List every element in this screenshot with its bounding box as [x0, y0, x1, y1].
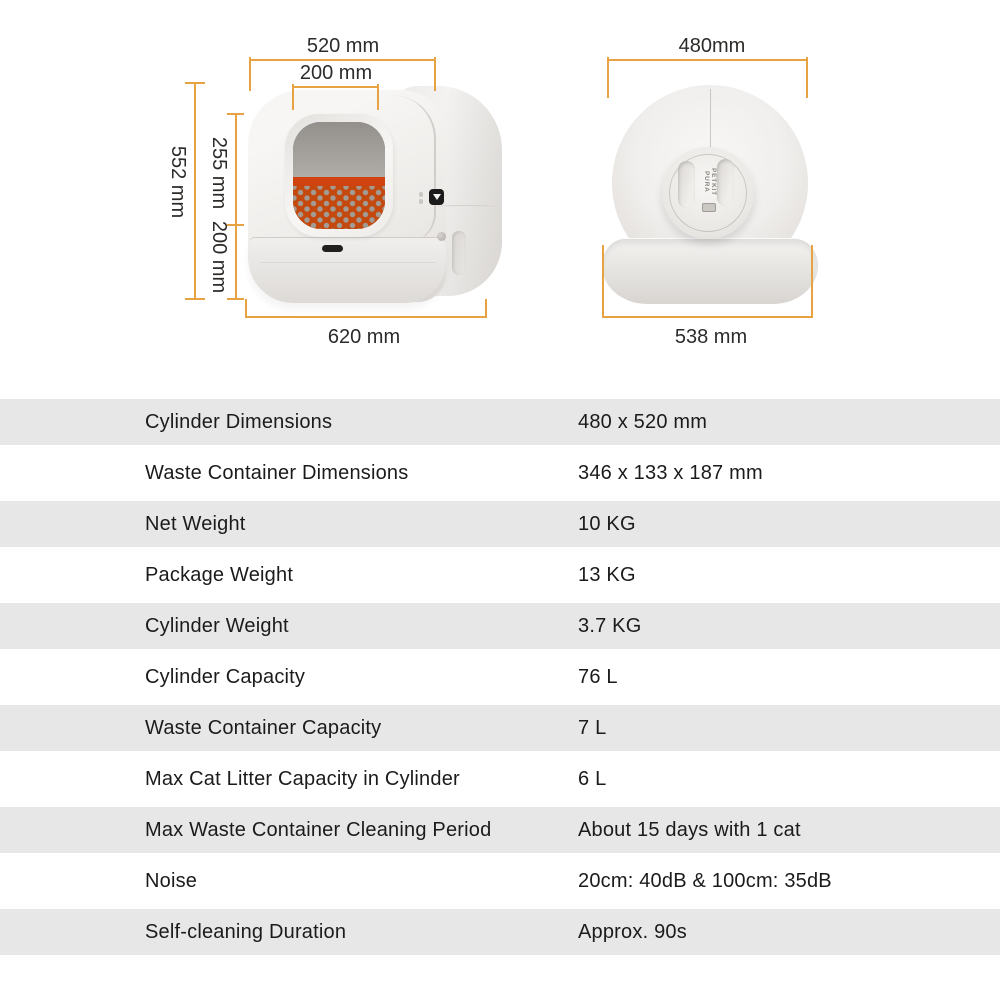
tick — [811, 245, 813, 318]
tick — [377, 84, 379, 110]
table-row — [0, 654, 1000, 700]
spec-value: 10 KG — [578, 512, 636, 535]
spec-label: Cylinder Capacity — [145, 665, 306, 688]
tick — [249, 57, 251, 91]
brand-badge — [702, 203, 716, 212]
spec-label: Max Waste Container Cleaning Period — [145, 818, 492, 841]
spec-value: 7 L — [578, 716, 607, 739]
spec-label: Waste Container Dimensions — [145, 461, 409, 484]
dimension-line-620 — [246, 316, 487, 318]
petkit-logo-icon — [429, 189, 444, 205]
spec-value: 346 x 133 x 187 mm — [578, 461, 763, 484]
tick — [185, 82, 205, 84]
tick — [245, 299, 247, 318]
dimension-label-rear-bottom-width: 538 mm — [674, 326, 748, 348]
dome-seam-line — [710, 89, 711, 149]
tick — [607, 57, 609, 98]
litter-bed-pattern — [293, 186, 385, 229]
table-row — [0, 756, 1000, 802]
plate-slot-right — [717, 159, 734, 206]
tick — [292, 84, 294, 110]
indicator-lights — [419, 192, 423, 197]
table-row — [0, 552, 1000, 598]
tick — [185, 298, 205, 300]
table-row — [0, 399, 1000, 445]
table-row — [0, 807, 1000, 853]
tick — [806, 57, 808, 98]
spec-value: 20cm: 40dB & 100cm: 35dB — [578, 869, 832, 892]
tick — [602, 245, 604, 318]
shell-seam-line — [390, 95, 436, 243]
entry-opening — [293, 122, 385, 229]
dimension-label-opening-height: 255 mm — [208, 136, 230, 210]
side-button — [437, 232, 446, 241]
spec-label: Max Cat Litter Capacity in Cylinder — [145, 767, 460, 790]
spec-value: 76 L — [578, 665, 618, 688]
spec-table — [0, 399, 1000, 960]
spec-value: 13 KG — [578, 563, 636, 586]
drawer-handle-slot — [322, 245, 343, 252]
spec-label: Waste Container Capacity — [145, 716, 382, 739]
opening-interior — [293, 122, 385, 177]
waste-drawer-base — [249, 237, 446, 303]
table-row — [0, 501, 1000, 547]
spec-value: About 15 days with 1 cat — [578, 818, 801, 841]
drawer-seam-line — [260, 262, 436, 263]
tick — [227, 113, 244, 115]
tick — [434, 57, 436, 91]
plate-slot-left — [678, 161, 695, 208]
litter-box-base — [602, 238, 818, 304]
litter-edge-band — [293, 177, 385, 186]
dimension-label-total-height: 552 mm — [167, 145, 189, 219]
tick — [485, 299, 487, 318]
table-row — [0, 705, 1000, 751]
spec-value: 6 L — [578, 767, 607, 790]
spec-value: Approx. 90s — [578, 920, 687, 943]
spec-label: Cylinder Weight — [145, 614, 289, 637]
spec-label: Package Weight — [145, 563, 294, 586]
table-row — [0, 450, 1000, 496]
dimension-label-bottom-width: 620 mm — [327, 326, 401, 348]
spec-label: Self-cleaning Duration — [145, 920, 347, 943]
table-row — [0, 858, 1000, 904]
dimension-line-255-200 — [235, 114, 237, 300]
dimension-label-base-height: 200 mm — [208, 220, 230, 294]
side-groove — [452, 231, 466, 275]
dimension-label-opening-width: 200 mm — [299, 62, 373, 84]
spec-value: 3.7 KG — [578, 614, 642, 637]
table-row — [0, 909, 1000, 955]
brand-label: PETKIT PURA — [703, 168, 717, 196]
dimension-label-rear-top-width: 480mm — [678, 35, 746, 57]
table-row — [0, 603, 1000, 649]
side-seam-line — [436, 205, 498, 209]
dimension-line-480 — [608, 59, 808, 61]
spec-value: 480 x 520 mm — [578, 410, 708, 433]
spec-label: Noise — [145, 869, 198, 892]
dimension-label-top-width: 520 mm — [306, 35, 380, 57]
dimension-line-552 — [194, 83, 196, 300]
dimension-line-200-top — [293, 86, 379, 88]
rear-access-plate — [662, 147, 754, 239]
spec-label: Cylinder Dimensions — [145, 410, 333, 433]
dimension-line-538 — [603, 316, 813, 318]
spec-label: Net Weight — [145, 512, 246, 535]
